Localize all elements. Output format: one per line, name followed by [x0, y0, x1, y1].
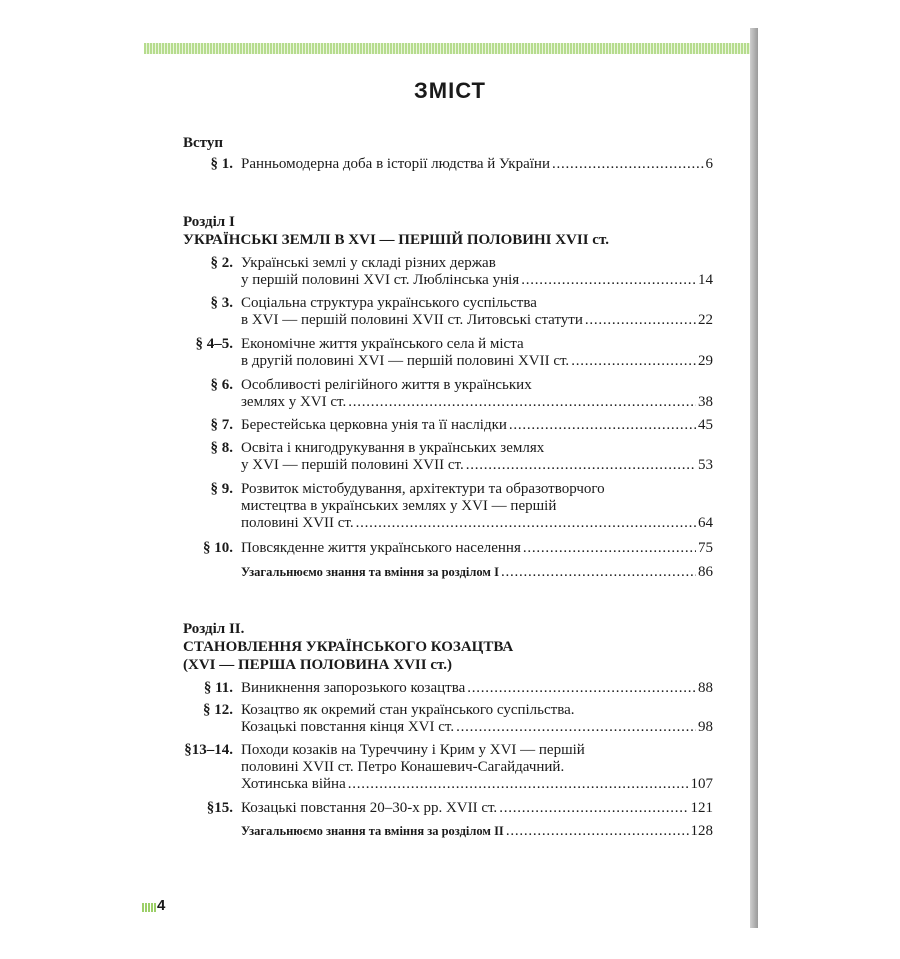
entry-title-line: Освіта і книгодрукування в українських землях	[241, 440, 545, 456]
entry-title: Козацькі повстання 20–30-х рр. XVII ст.	[241, 800, 498, 816]
toc-entry-9[interactable]	[183, 481, 713, 532]
entry-page: 107	[690, 776, 713, 792]
leader-dots	[348, 394, 696, 411]
entry-title: землях у XVI ст.	[241, 394, 347, 410]
leader-dots	[506, 823, 689, 840]
leader-dots	[456, 719, 696, 736]
entry-number: § 12.	[203, 702, 233, 718]
toc-entry-12[interactable]	[183, 702, 713, 736]
toc-entry-10[interactable]	[183, 540, 713, 557]
entry-title-line: Економічне життя українського села й міста	[241, 336, 524, 352]
entry-number: §13–14.	[184, 742, 233, 758]
leader-dots	[585, 312, 696, 329]
entry-title: Виникнення запорозького козацтва	[241, 680, 466, 696]
leader-dots	[521, 272, 696, 289]
toc-summary-1[interactable]	[183, 564, 713, 581]
entry-number: § 11.	[203, 680, 233, 696]
entry-page: 14	[698, 272, 713, 288]
toc-entry-11[interactable]	[183, 680, 713, 697]
entry-title-line: мистецтва в українських землях у XVI — першій	[241, 498, 557, 514]
summary-title: Узагальнюємо знання та вміння за розділом I	[241, 565, 499, 579]
footer-decorative-mark	[142, 903, 156, 912]
leader-dots	[501, 564, 696, 581]
entry-title: у XVI — першій половині XVII ст.	[241, 457, 464, 473]
leader-dots	[509, 417, 696, 434]
entry-number: § 9.	[210, 481, 233, 497]
summary-page: 86	[698, 564, 713, 580]
entry-title-line: Походи козаків на Туреччину і Крим у XVI — першій	[241, 742, 585, 758]
entry-page: 22	[698, 312, 713, 328]
entry-number: § 1.	[210, 156, 233, 172]
page-edge-shadow	[750, 28, 758, 928]
toc-entry-13-14[interactable]	[183, 742, 713, 793]
section-1-label: Розділ I	[183, 214, 235, 230]
entry-page: 53	[698, 457, 713, 473]
entry-number: § 2.	[210, 255, 233, 271]
entry-number: § 6.	[210, 377, 233, 393]
section-2-title: СТАНОВЛЕННЯ УКРАЇНСЬКОГО КОЗАЦТВА	[183, 639, 514, 655]
leader-dots	[571, 353, 696, 370]
summary-title: Узагальнюємо знання та вміння за розділом II	[241, 824, 504, 838]
leader-dots	[356, 515, 696, 532]
entry-number: § 8.	[210, 440, 233, 456]
leader-dots	[552, 156, 704, 173]
toc-entry-6[interactable]	[183, 377, 713, 411]
entry-title-line: половині XVII ст. Петро Конашевич-Сагайдачний.	[241, 759, 565, 775]
section-2-subtitle: (XVI — ПЕРША ПОЛОВИНА XVII ст.)	[183, 657, 452, 673]
summary-page: 128	[690, 823, 713, 839]
leader-dots	[499, 800, 688, 817]
entry-title: Хотинська війна	[241, 776, 346, 792]
toc-entry-3[interactable]	[183, 295, 713, 329]
intro-heading: Вступ	[183, 135, 223, 151]
entry-number: §15.	[206, 800, 233, 816]
entry-title: Повсякденне життя українського населення	[241, 540, 521, 556]
entry-page: 29	[698, 353, 713, 369]
entry-title: половині XVII ст.	[241, 515, 354, 531]
entry-number: § 4–5.	[195, 336, 233, 352]
page-title: ЗМІСТ	[414, 78, 486, 103]
section-2-label: Розділ II.	[183, 621, 245, 637]
leader-dots	[467, 680, 696, 697]
entry-title: в XVI — першій половині XVII ст. Литовські статути	[241, 312, 583, 328]
entry-title-line: Розвиток містобудування, архітектури та образотворчого	[241, 481, 605, 497]
entry-number: § 3.	[210, 295, 233, 311]
toc-entry-4-5[interactable]	[183, 336, 713, 370]
entry-title: в другій половині XVI — першій половині XVII ст.	[241, 353, 570, 369]
toc-entry-15[interactable]	[183, 800, 713, 817]
entry-title-line: Соціальна структура українського суспільства	[241, 295, 537, 311]
entry-title: Козацькі повстання кінця XVI ст.	[241, 719, 455, 735]
toc-entry-8[interactable]	[183, 440, 713, 474]
leader-dots	[348, 776, 689, 793]
entry-title-line: Українські землі у складі різних держав	[241, 255, 496, 271]
top-decorative-band	[144, 43, 752, 54]
entry-page: 75	[698, 540, 713, 556]
page-number: 4	[157, 897, 166, 914]
entry-title-line: Козацтво як окремий стан українського суспільства.	[241, 702, 575, 718]
leader-dots	[523, 540, 696, 557]
toc-entry-7[interactable]	[183, 417, 713, 434]
entry-page: 121	[690, 800, 713, 816]
leader-dots	[466, 457, 696, 474]
entry-title: Берестейська церковна унія та її наслідки	[241, 417, 507, 433]
entry-page: 45	[698, 417, 713, 433]
entry-page: 98	[698, 719, 713, 735]
toc-summary-2[interactable]	[183, 823, 713, 840]
entry-number: § 10.	[203, 540, 233, 556]
entry-title-line: Особливості релігійного життя в українських	[241, 377, 532, 393]
entry-title: у першій половині XVI ст. Люблінська унія	[241, 272, 520, 288]
entry-title: Ранньомодерна доба в історії людства й України	[241, 156, 550, 172]
toc-entry-2[interactable]	[183, 255, 713, 289]
entry-number: § 7.	[210, 417, 233, 433]
entry-page: 38	[698, 394, 713, 410]
toc-entry-1[interactable]	[183, 156, 713, 173]
entry-page: 6	[705, 156, 713, 172]
section-1-title: УКРАЇНСЬКІ ЗЕМЛІ В XVI — ПЕРШІЙ ПОЛОВИНІ XVII ст.	[183, 232, 609, 248]
entry-page: 88	[698, 680, 713, 696]
entry-page: 64	[698, 515, 713, 531]
